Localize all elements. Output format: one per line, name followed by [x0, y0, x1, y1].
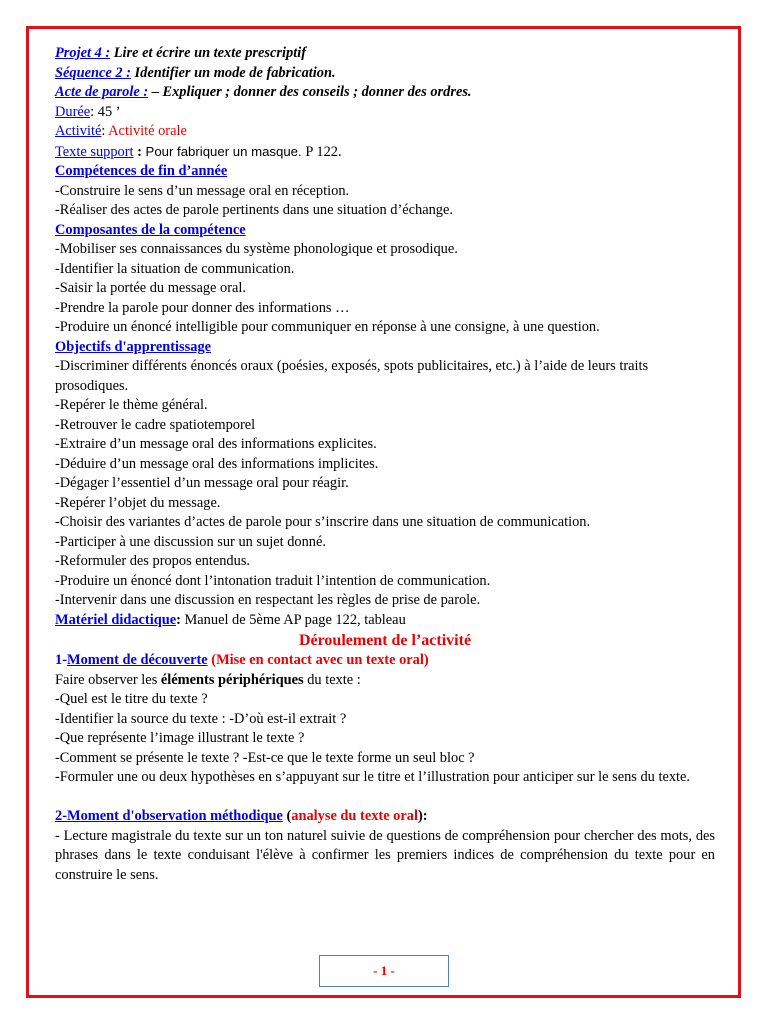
moment1-intro — [55, 671, 715, 691]
duree-value: 45 ’ — [94, 103, 121, 120]
materiel-colon: : — [176, 611, 181, 628]
list-item: -Repérer le thème général. — [55, 397, 208, 413]
moment1-intro-a: Faire observer les — [55, 671, 161, 688]
moment1-paren-open: ( — [207, 652, 217, 668]
list-item: -Formuler une ou deux hypothèses en s’appuyant sur le titre et l’illustration pour anticiper sur le sens du texte. — [55, 769, 691, 785]
list-item: -Participer à une discussion sur un sujet donné. — [55, 533, 326, 550]
projet-label: Projet 4 : — [55, 45, 111, 61]
duree-label: Durée — [55, 103, 91, 120]
list-item: -Intervenir dans une discussion en respectant les règles de prise de parole. — [55, 592, 481, 608]
activite-label: Activité — [55, 123, 102, 139]
texte-support-value: Pour fabriquer un masque. — [145, 143, 306, 159]
spacer — [55, 788, 715, 808]
list-item: -Mobiliser ses connaissances du système phonologique et prosodique. — [55, 241, 458, 257]
materiel-value: Manuel de 5ème AP page 122, tableau — [180, 611, 406, 628]
acte-line — [55, 83, 715, 103]
deroulement-title: Déroulement de l’activité — [298, 632, 472, 649]
list-item: -Dégager l’essentiel d’un message oral pour réagir. — [55, 475, 349, 491]
list-item: -Choisir des variantes d’actes de parole pour s’inscrire dans une situation de communication. — [55, 514, 591, 530]
materiel-label: Matériel didactique — [55, 611, 177, 628]
sequence-label: Séquence 2 : — [55, 64, 131, 81]
list-item: -Repérer l’objet du message. — [55, 494, 221, 511]
list-item: -Déduire d’un message oral des informations implicites. — [55, 455, 379, 472]
activite-colon: : — [101, 123, 106, 139]
duree-colon: : — [90, 103, 95, 120]
moment2-heading — [55, 807, 715, 827]
projet-text: Lire et écrire un texte prescriptif — [110, 45, 306, 61]
list-item: -Réaliser des actes de parole pertinents dans une situation d’échange. — [55, 202, 453, 218]
moment1-number: 1- — [55, 652, 67, 668]
moment2-paren-open: ( — [282, 808, 292, 824]
moment1-intro-c: du texte : — [303, 671, 361, 688]
list-item: -Discriminer différents énoncés oraux (poésies, exposés, spots publicitaires, etc.) à l’aide de leurs traits prosodiques. — [55, 358, 649, 394]
competences-heading: Compétences de fin d’année — [55, 163, 228, 179]
page-number-box — [319, 955, 449, 987]
moment2-detail: analyse du texte oral — [291, 808, 418, 824]
list-item: -Extraire d’un message oral des informations explicites. — [55, 436, 377, 452]
moment2-label: 2-Moment d'observation méthodique — [55, 808, 283, 824]
list-item: -Identifier la situation de communication. — [55, 260, 295, 277]
activite-line — [55, 122, 715, 142]
moment2-paren-close: ): — [417, 808, 428, 824]
moment1-paren-close: ) — [423, 652, 429, 668]
list-item: -Comment se présente le texte ? -Est-ce que le texte forme un seul bloc ? — [55, 749, 475, 766]
acte-label: Acte de parole : — [55, 84, 149, 100]
moment1-heading — [55, 651, 715, 671]
texte-support-label: Texte support — [55, 143, 134, 160]
materiel-line — [55, 611, 715, 631]
moment2-text: - Lecture magistrale du texte sur un ton naturel suivie de questions de compréhension pour chercher des mots, des phrases dans le texte conduisant l'élève à confirmer les premiers indices de compréhension du texte pour en construire le sens. — [55, 827, 715, 883]
page-number: - 1 - — [373, 963, 395, 978]
list-item: -Reformuler des propos entendus. — [55, 553, 251, 569]
acte-text: – Expliquer ; donner des conseils ; donner des ordres. — [148, 84, 472, 100]
moment1-intro-b: éléments périphériques — [160, 671, 304, 688]
objectifs-heading: Objectifs d'apprentissage — [55, 338, 212, 355]
duree-line — [55, 103, 715, 123]
texte-support-page: P 122. — [305, 143, 342, 160]
list-item: -Produire un énoncé intelligible pour communiquer en réponse à une consigne, à une question. — [55, 319, 600, 335]
sequence-text: Identifier un mode de fabrication. — [130, 64, 336, 81]
moment1-detail: Mise en contact avec un texte oral — [216, 652, 424, 668]
activite-value: Activité orale — [105, 123, 187, 139]
document-body — [55, 44, 715, 885]
list-item: -Construire le sens d’un message oral en réception. — [55, 182, 350, 199]
sequence-line — [55, 64, 715, 84]
list-item: -Saisir la portée du message oral. — [55, 280, 247, 296]
texte-support-colon: : — [133, 143, 146, 160]
list-item: -Identifier la source du texte : -D’où est-il extrait ? — [55, 710, 347, 727]
projet-line — [55, 44, 715, 64]
list-item: -Retrouver le cadre spatiotemporel — [55, 416, 256, 433]
texte-support-line — [55, 142, 715, 163]
list-item: -Prendre la parole pour donner des informations … — [55, 299, 350, 316]
composantes-heading: Composantes de la compétence — [55, 221, 246, 238]
list-item: -Quel est le titre du texte ? — [55, 691, 208, 707]
list-item: -Produire un énoncé dont l’intonation traduit l’intention de communication. — [55, 572, 491, 589]
moment1-label: Moment de découverte — [67, 652, 208, 668]
list-item: -Que représente l’image illustrant le texte ? — [55, 730, 305, 746]
